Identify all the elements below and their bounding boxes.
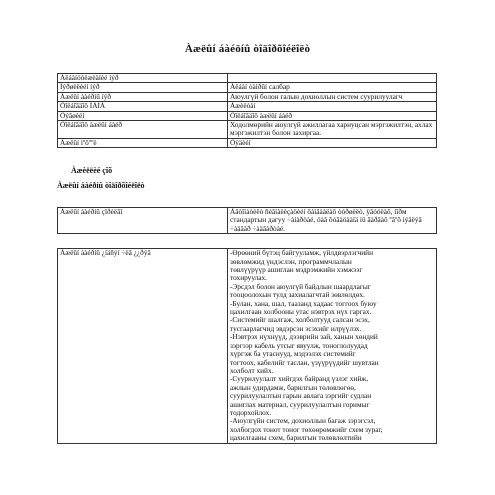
duty-line: -Суурилуулалт хийгдэх байранд үзлэг хийж,	[230, 374, 369, 384]
duty-line: ажлын удирдамж, барилгын төлөвлөгөө,	[230, 382, 356, 392]
duty-line: тусгаарлагчид эвдэрсэн эсэхийг илрүүлэх.	[230, 323, 362, 333]
table-cell-value: Аюулгүй болон галын дохиоллын систем суурилуулагч	[228, 92, 437, 101]
duty-line: хүргэж ба утаснууд, мэдээлэх системийг	[230, 349, 356, 359]
duty-line: төвлүүрүүр ашиглан мэдрэмжийн хэмжээг	[230, 265, 363, 275]
section-heading: Àæëûí áàéðíû òîäîðõîéëîëò	[57, 181, 145, 190]
table-cell-value: Àâòîìàòèêò ñèãíàëèçàöèéí õàìãààëàõ òóðøèëò, ÿâóóëàõ, íîðм стандартын дагуу ÷àíàðòàé, öàã õóãàöààíä íü ãàðãàõ ºãºõ ìýäëýã ÷àäâàð ÷àäâàðòàé.	[228, 208, 437, 234]
duty-line: -Аюулгүйн систем, дохиоллын багаж зэрэгсэл,	[230, 416, 376, 426]
duty-line: суурилуулалтын гарын авлага зэргийг судлан	[230, 391, 372, 401]
table-row	[58, 249, 437, 443]
table-row	[58, 138, 437, 147]
job-description-table	[57, 207, 437, 444]
table-row	[58, 121, 437, 139]
duty-line: зөвлөмжид үндэслэн, программчлалын	[230, 256, 352, 266]
table-row-gap	[58, 234, 437, 249]
table-cell-label: Àæëûí áàéðíû íýð	[58, 92, 228, 101]
table-cell-value: Õîëáîãäîõ àæëûí áàéð	[228, 111, 437, 120]
duty-line: -Эрсдэл болон аюулгүй байдлын шаардлагыг	[230, 281, 371, 291]
duty-line: ашиглах материал, суурилуулалтын горимыг	[230, 399, 370, 409]
table-spacer	[58, 234, 437, 249]
table-cell-value: Õýäèéí	[228, 138, 437, 147]
duty-line: -Булан, хана, шал, таазанд хадаас тоггоох буюу	[230, 298, 377, 308]
duty-line: -Өрөөний бүтэц байгууламж, үйлдвэрлэгчийн	[230, 248, 373, 258]
duty-line: зэргээр кабель утсыг явуулж, тоноглолуудад	[230, 340, 368, 350]
job-info-table	[57, 73, 437, 148]
table-cell-value: Àëáàí òàìðûí салбар	[228, 83, 437, 92]
duty-line: холбогдох тонот тоног төхөөрөмжийг схем зураг,	[230, 424, 383, 434]
duty-line: холболт хийх.	[230, 365, 274, 375]
table-row	[58, 102, 437, 111]
section-heading: Àæèëëèé çîõ	[71, 166, 113, 175]
table-cell-label: Íýðøèëèéí íýð	[58, 83, 228, 92]
duty-line: тодорхойлох.	[230, 407, 272, 417]
duties-list	[228, 249, 437, 443]
table-cell-label: Àëáàíóóëæèäíèé íýð	[58, 74, 228, 83]
table-cell-label: Õîëáîãäîõ àæëûí áàéð	[58, 121, 228, 139]
duty-line: цахилгаан холбооны утас нэвтрэх нүх гаргах.	[230, 307, 372, 317]
duty-line: тооцоолохын тулд захиалагчтай зөвлөлдөх.	[230, 290, 365, 300]
duty-line: -Нэвтрэх нүхнүүд, дээврийн зай, ханын хөндий	[230, 332, 378, 342]
table-cell-label: Àæëûí ìºõººë	[58, 138, 228, 147]
table-row	[58, 83, 437, 92]
table-cell-label: Õîëáîãäîõ ÌÀÍÀ	[58, 102, 228, 111]
table-row	[58, 208, 437, 234]
table-cell-value: Àæèëòàí	[228, 102, 437, 111]
table-cell-value: Ходолмөрийн аюулгүй ажиллагаа хариуцсан мэргэжилтэн, ахлах мэргэжилтэн болон захиргаа.	[228, 121, 437, 139]
duty-line: тогтоох, кабелийг таслан, үзүүрүүдийг шувтлан	[230, 357, 379, 367]
duty-line: -Системийг шалгаж, холболтууд салсан эсэх,	[230, 315, 370, 325]
duty-line: тохируулах.	[230, 273, 267, 283]
table-cell-label: Àæëûí áàéðíû ¿íäñýí ÷èã ¿¿ðýã	[58, 249, 228, 443]
table-cell-label: Àæëûí áàéðíû çîðèëãî	[58, 208, 228, 234]
document-title: Àæëûí áàéöíû òîäîðõîéëîëò	[184, 43, 311, 55]
table-cell-label: Õýâøèéí	[58, 111, 228, 120]
duty-line: цахилгааны схем, барилгын төлөвлөлтийн	[230, 433, 362, 443]
